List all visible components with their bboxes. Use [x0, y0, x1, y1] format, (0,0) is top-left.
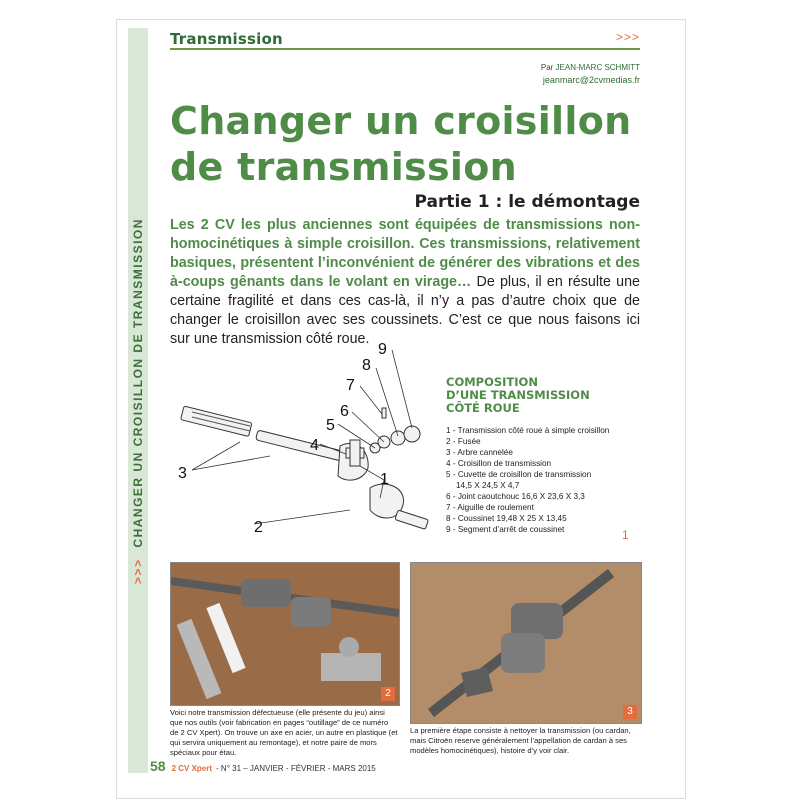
- vertical-sidebar: [128, 28, 148, 773]
- title-line-2: de transmission: [170, 145, 517, 189]
- lead-bold: Les 2 CV les plus anciennes sont équipées de transmissions non-homocinétiques à simple croisillon. Ces transmissions, relativement basiques, présentent l’inconvénient de générer des vibrations et des à-coups gênants dans le volant en virage…: [170, 217, 640, 290]
- photo-cleaning-transmission: [410, 562, 642, 724]
- list-item: 2 - Fusée: [446, 437, 481, 446]
- page-number: 58: [150, 758, 166, 774]
- diagram-label-6: 6: [340, 403, 349, 420]
- magazine-brand: 2 CV Xpert: [171, 764, 213, 773]
- byline-email[interactable]: jeanmarc@2cvmedias.fr: [542, 75, 640, 85]
- byline-author: JEAN-MARC SCHMITT: [555, 63, 640, 72]
- list-item: 5 - Cuvette de croisillon de transmission: [446, 470, 592, 479]
- section-header: [170, 30, 640, 50]
- diagram-svg: [170, 338, 445, 553]
- list-item: 7 - Aiguille de roulement: [446, 503, 534, 512]
- title-line-1: Changer un croisillon: [170, 99, 632, 143]
- list-item: 1 - Transmission côté roue à simple croisillon: [446, 426, 610, 435]
- figure-number: 1: [622, 528, 629, 542]
- composition-list: [446, 425, 646, 535]
- list-item: 9 - Segment d’arrêt de coussinet: [446, 525, 565, 534]
- diagram-label-4: 4: [310, 437, 319, 454]
- photo1-illustration: [171, 563, 399, 705]
- photo2-illustration: [411, 563, 641, 723]
- diagram-label-7: 7: [346, 377, 355, 394]
- caption-photo-3: La première étape consiste à nettoyer la transmission (ou cardan, mais Citroën reserve généralement l’appellation de cardan à ses modèles homocinétiques), histoire d’y voir clair.: [410, 726, 631, 755]
- issue-info: - N° 31 – JANVIER - FÉVRIER - MARS 2015: [216, 764, 376, 773]
- list-item: 14,5 X 24,5 X 4,7: [456, 481, 520, 490]
- diagram-label-1: 1: [380, 471, 389, 488]
- composition-box: [446, 376, 646, 535]
- sidebar-arrows: >>>: [131, 557, 146, 584]
- section-arrows: >>>: [615, 30, 640, 44]
- diagram-label-2: 2: [254, 519, 263, 536]
- diagram-label-5: 5: [326, 417, 335, 434]
- list-item: 8 - Coussinet 19,48 X 25 X 13,45: [446, 514, 567, 523]
- list-item: 3 - Arbre cannelée: [446, 448, 513, 457]
- diagram-label-8: 8: [362, 357, 371, 374]
- diagram-label-3: 3: [178, 465, 187, 482]
- transmission-exploded-diagram: [170, 338, 445, 553]
- photo-defective-transmission: [170, 562, 400, 706]
- caption-photo-2: Voici notre transmission défectueuse (elle présente du jeu) ainsi que nos outils (voir fabrication en pages “outillage” de ce numéro de 2 CV Xpert). On trouve un axe en acier, un autre en plastique (et qui servira uniquement au remontage), et notre paire de mors spéciaux pour étau.: [170, 708, 398, 757]
- byline: [541, 62, 640, 86]
- lead-normal: De plus, il en résulte une certaine fragilité et dans ces cas-là, il n’y a pas d’autre choix que de changer le croisillon avec ses coussinets. C’est ce que nous faisons ici sur une transmission côté roue.: [170, 274, 640, 347]
- composition-title: COMPOSITION D’UNE TRANSMISSION CÔTÉ ROUE: [446, 375, 590, 415]
- article-title: [170, 98, 650, 190]
- article-subtitle: Partie 1 : le démontage: [414, 192, 640, 212]
- sidebar-title: CHANGER UN CROISILLON DE TRANSMISSION: [131, 217, 146, 548]
- list-item: 4 - Croisillon de transmission: [446, 459, 552, 468]
- lead-paragraph: [170, 216, 640, 349]
- photo-number-2: 2: [381, 687, 395, 701]
- section-title: Transmission: [170, 30, 283, 48]
- list-item: 6 - Joint caoutchouc 16,6 X 23,6 X 3,3: [446, 492, 585, 501]
- byline-par: Par: [540, 63, 554, 72]
- photo-number-3: 3: [623, 705, 637, 719]
- page-footer: [150, 758, 376, 774]
- diagram-label-9: 9: [378, 341, 387, 358]
